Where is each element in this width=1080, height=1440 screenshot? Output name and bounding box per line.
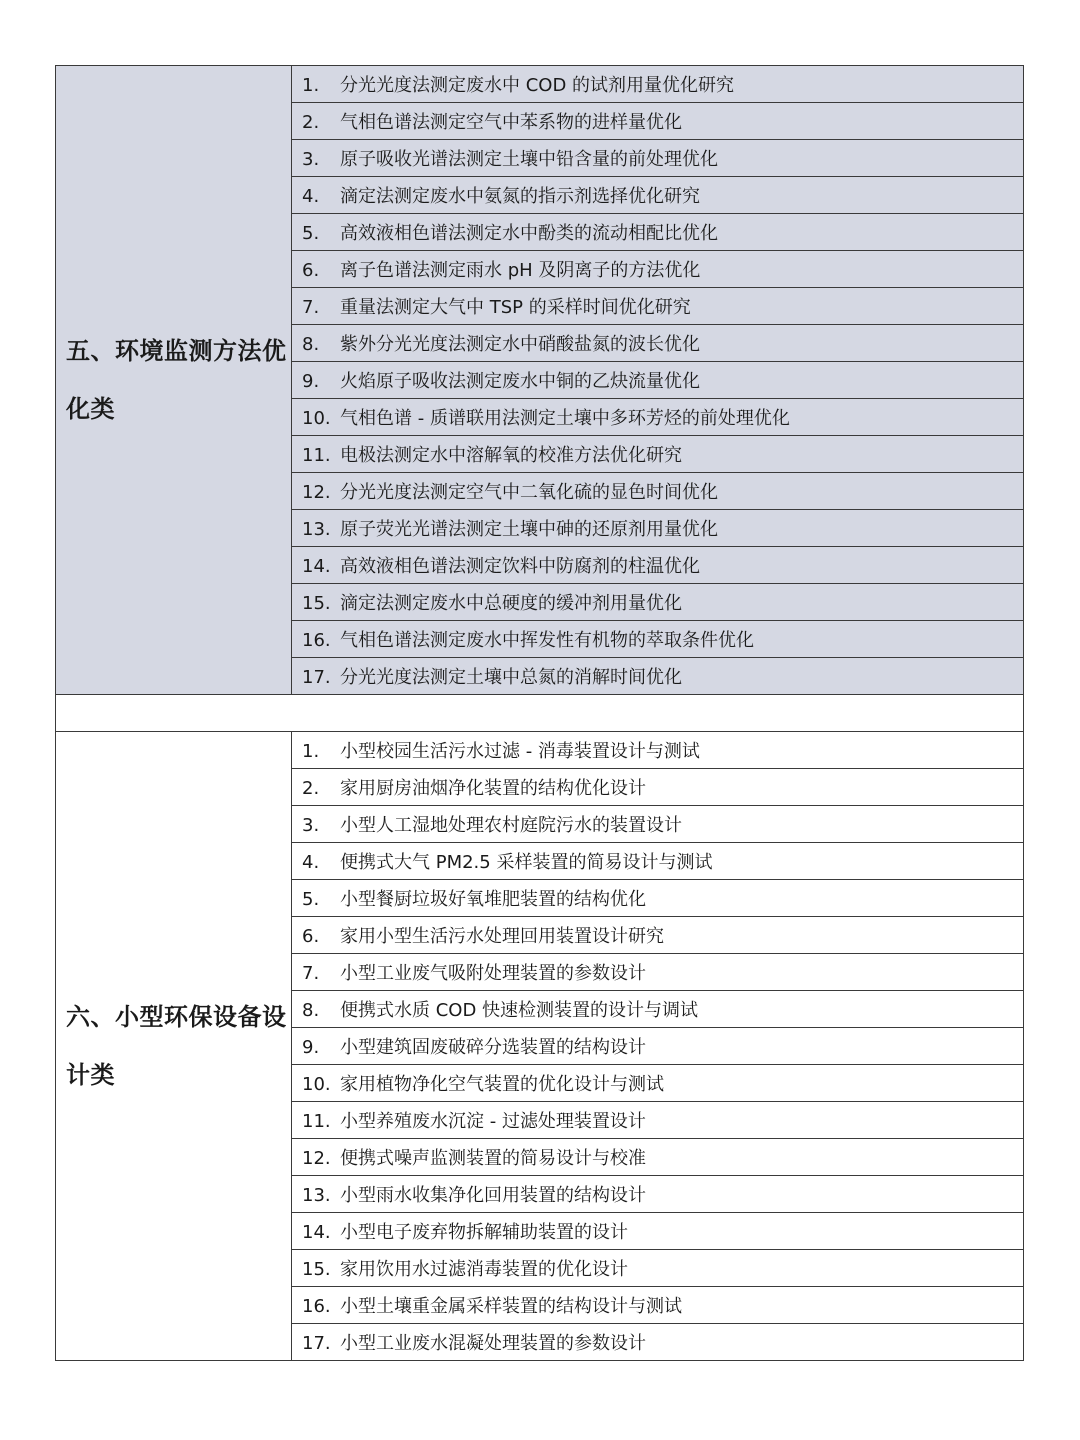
topic-item — [292, 584, 1024, 621]
item-text: 分光光度法测定空气中二氧化硫的显色时间优化 — [340, 482, 718, 503]
item-text: 小型电子废弃物拆解辅助装置的设计 — [340, 1222, 628, 1243]
topic-item — [292, 621, 1024, 658]
topic-item — [292, 1324, 1024, 1361]
topic-item — [292, 547, 1024, 584]
item-number: 13. — [302, 519, 331, 540]
item-number: 2. — [302, 778, 320, 799]
item-number: 8. — [302, 1000, 320, 1021]
item-text: 家用植物净化空气装置的优化设计与测试 — [340, 1074, 664, 1095]
item-number: 14. — [302, 1222, 331, 1243]
topic-item — [292, 140, 1024, 177]
item-text: 火焰原子吸收法测定废水中铜的乙炔流量优化 — [340, 371, 700, 392]
item-text: 小型养殖废水沉淀 - 过滤处理装置设计 — [340, 1111, 646, 1132]
topic-item — [292, 1213, 1024, 1250]
item-text: 气相色谱 - 质谱联用法测定土壤中多环芳烃的前处理优化 — [340, 408, 790, 429]
item-text: 滴定法测定废水中氨氮的指示剂选择优化研究 — [340, 186, 700, 207]
topic-item — [292, 880, 1024, 917]
item-number: 6. — [302, 926, 320, 947]
item-number: 9. — [302, 371, 320, 392]
topic-item — [292, 1139, 1024, 1176]
topic-item — [292, 769, 1024, 806]
item-text: 重量法测定大气中 TSP 的采样时间优化研究 — [340, 297, 691, 318]
item-text: 小型雨水收集净化回用装置的结构设计 — [340, 1185, 646, 1206]
item-number: 7. — [302, 963, 320, 984]
topics-table — [55, 65, 1024, 1361]
item-number: 15. — [302, 593, 331, 614]
item-number: 5. — [302, 223, 320, 244]
item-number: 4. — [302, 852, 320, 873]
item-text: 高效液相色谱法测定水中酚类的流动相配比优化 — [340, 223, 718, 244]
item-number: 10. — [302, 408, 331, 429]
item-text: 分光光度法测定废水中 COD 的试剂用量优化研究 — [340, 75, 735, 96]
topic-item — [292, 1176, 1024, 1213]
item-text: 离子色谱法测定雨水 pH 及阴离子的方法优化 — [340, 260, 701, 281]
item-text: 原子吸收光谱法测定土壤中铅含量的前处理优化 — [340, 149, 718, 170]
item-number: 11. — [302, 445, 331, 466]
item-text: 电极法测定水中溶解氧的校准方法优化研究 — [340, 445, 682, 466]
item-number: 2. — [302, 112, 320, 133]
topic-item — [292, 991, 1024, 1028]
topic-item — [292, 806, 1024, 843]
category-cell: 六、小型环保设备设计类 — [56, 732, 292, 1361]
topic-item — [292, 251, 1024, 288]
topic-item — [292, 658, 1024, 695]
item-number: 15. — [302, 1259, 331, 1280]
item-text: 小型土壤重金属采样装置的结构设计与测试 — [340, 1296, 682, 1317]
topic-item — [292, 103, 1024, 140]
topic-item — [292, 66, 1024, 103]
item-text: 紫外分光光度法测定水中硝酸盐氮的波长优化 — [340, 334, 700, 355]
table-row — [56, 732, 1024, 769]
item-text: 便携式噪声监测装置的简易设计与校准 — [340, 1148, 646, 1169]
item-text: 小型建筑固废破碎分选装置的结构设计 — [340, 1037, 646, 1058]
item-number: 12. — [302, 482, 331, 503]
item-number: 14. — [302, 556, 331, 577]
item-number: 16. — [302, 630, 331, 651]
item-text: 气相色谱法测定废水中挥发性有机物的萃取条件优化 — [340, 630, 754, 651]
item-number: 4. — [302, 186, 320, 207]
item-number: 6. — [302, 260, 320, 281]
item-number: 12. — [302, 1148, 331, 1169]
topic-item — [292, 732, 1024, 769]
item-text: 便携式大气 PM2.5 采样装置的简易设计与测试 — [340, 852, 713, 873]
item-text: 分光光度法测定土壤中总氮的消解时间优化 — [340, 667, 682, 688]
item-number: 3. — [302, 815, 320, 836]
topic-item — [292, 362, 1024, 399]
topic-item — [292, 510, 1024, 547]
item-number: 1. — [302, 75, 320, 96]
item-number: 9. — [302, 1037, 320, 1058]
item-number: 11. — [302, 1111, 331, 1132]
topic-item — [292, 843, 1024, 880]
item-text: 小型工业废水混凝处理装置的参数设计 — [340, 1333, 646, 1354]
topic-item — [292, 177, 1024, 214]
item-text: 小型人工湿地处理农村庭院污水的装置设计 — [340, 815, 682, 836]
item-text: 气相色谱法测定空气中苯系物的进样量优化 — [340, 112, 682, 133]
item-text: 小型工业废气吸附处理装置的参数设计 — [340, 963, 646, 984]
section-separator — [56, 695, 1024, 732]
item-number: 1. — [302, 741, 320, 762]
item-number: 17. — [302, 667, 331, 688]
item-text: 小型餐厨垃圾好氧堆肥装置的结构优化 — [340, 889, 646, 910]
topic-item — [292, 1065, 1024, 1102]
topic-item — [292, 473, 1024, 510]
section-separator-row — [56, 695, 1024, 732]
topic-item — [292, 288, 1024, 325]
item-text: 滴定法测定废水中总硬度的缓冲剂用量优化 — [340, 593, 682, 614]
topic-item — [292, 917, 1024, 954]
item-text: 原子荧光光谱法测定土壤中砷的还原剂用量优化 — [340, 519, 718, 540]
item-text: 高效液相色谱法测定饮料中防腐剂的柱温优化 — [340, 556, 700, 577]
topic-item — [292, 214, 1024, 251]
item-number: 17. — [302, 1333, 331, 1354]
item-text: 便携式水质 COD 快速检测装置的设计与调试 — [340, 1000, 699, 1021]
item-text: 家用小型生活污水处理回用装置设计研究 — [340, 926, 664, 947]
category-cell: 五、环境监测方法优化类 — [56, 66, 292, 695]
topic-item — [292, 1287, 1024, 1324]
item-number: 10. — [302, 1074, 331, 1095]
item-text: 家用厨房油烟净化装置的结构优化设计 — [340, 778, 646, 799]
topic-item — [292, 1250, 1024, 1287]
topic-item — [292, 954, 1024, 991]
table-row — [56, 66, 1024, 103]
topic-item — [292, 325, 1024, 362]
topic-item — [292, 1102, 1024, 1139]
item-number: 16. — [302, 1296, 331, 1317]
item-number: 5. — [302, 889, 320, 910]
item-text: 小型校园生活污水过滤 - 消毒装置设计与测试 — [340, 741, 700, 762]
item-number: 8. — [302, 334, 320, 355]
item-text: 家用饮用水过滤消毒装置的优化设计 — [340, 1259, 628, 1280]
item-number: 3. — [302, 149, 320, 170]
item-number: 7. — [302, 297, 320, 318]
topic-item — [292, 1028, 1024, 1065]
topic-item — [292, 436, 1024, 473]
topic-item — [292, 399, 1024, 436]
item-number: 13. — [302, 1185, 331, 1206]
